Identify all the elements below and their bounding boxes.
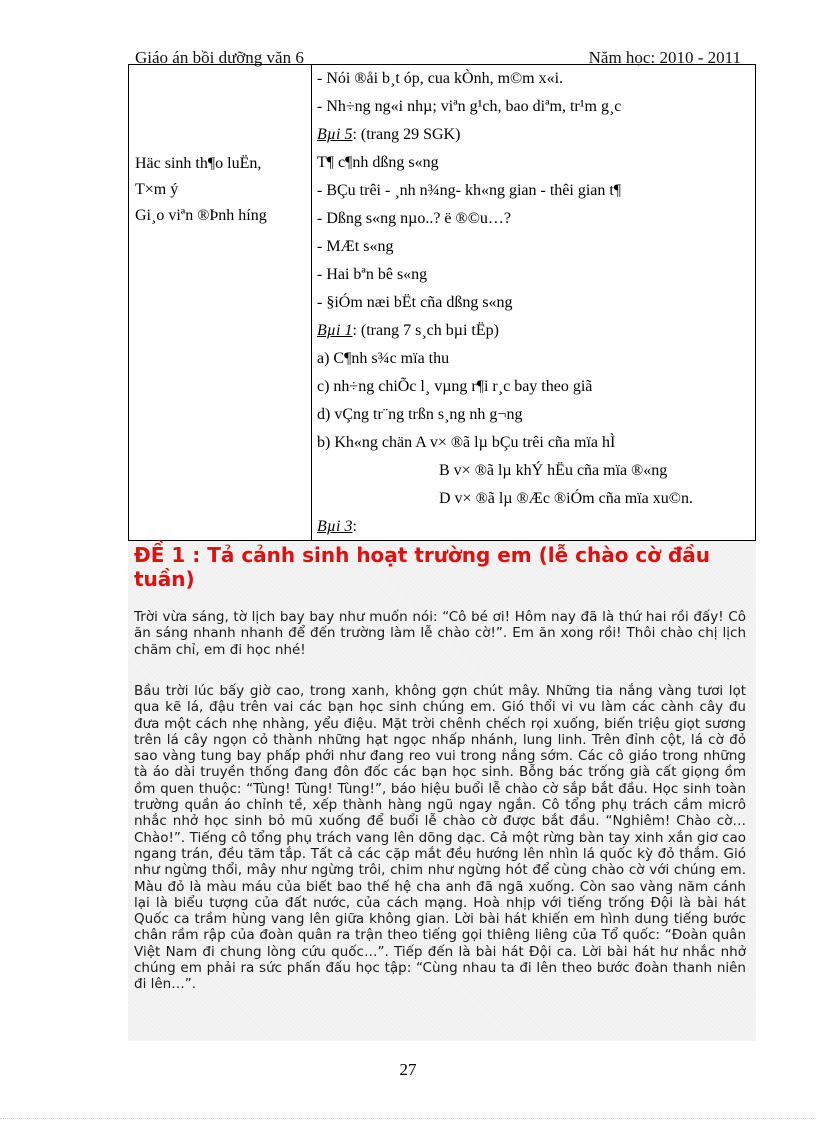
activity-line: T×m ý xyxy=(135,181,179,198)
content-line: c) nh÷ng chiÕc l¸ vµng r¶i r¸c bay theo giã xyxy=(317,378,593,395)
content-line: d) vÇng tr¨ng trßn s¸ng nh g¬ng xyxy=(317,406,523,423)
essay-paragraph: Bầu trời lúc bấy giờ cao, trong xanh, không gợn chút mây. Những tia nắng vàng tươi lọt qua kẽ lá, đậu trên vai các bạn học sinh chúng em. Gió thổi vi vu làm các cành cây đu đưa một cách nhẹ nhàng, yểu điệu. Mặt trời chênh chếch rọi xuống, biến triệu giọt sương trên lá cây ngọn cỏ thành những hạt ngọc nhấp nhánh, lung linh. Trên đỉnh cột, lá cờ đỏ sao vàng tung bay phấp phới như đang reo vui trong nắng sớm. Các cô giáo trong những tà áo dài truyền thống đang đôn đốc các bạn học sinh. Bỗng bác trống già cất giọng ồm ồm quen thuộc: “Tùng! Tùng! Tùng!”, báo hiệu buổi lễ chào cờ sắp bắt đầu. Học sinh toàn trường quần áo chỉnh tề, xếp thành hàng ngũ ngay ngắn. Cô tổng phụ trách cầm micrô nhắc nhở học sinh bỏ mũ xuống để buổi lễ chào cờ được bắt đầu. “Nghiêm! Chào cờ… Chào!”. Tiếng cô tổng phụ trách vang lên dõng dạc. Cả một rừng bàn tay xinh xắn giơ cao ngang trán, đều tăm tắp. Tất cả các cặp mắt đều hướng lên nhìn lá quốc kỳ đỏ thắm. Gió như ngừng thổi, mây như ngừng trôi, chim như ngừng hót để cùng chào cờ với chúng em. Màu đỏ là màu máu của biết bao thế hệ cha anh đã ngã xuống. Còn sao vàng năm cánh lại là biểu tượng của đất nước, của cách mạng. Hoà nhịp với tiếng trống Đội là bài hát Quốc ca trầm hùng vang lên giữa không gian. Lời bài hát khiến em hình dung tiếng bước chân rầm rập của đoàn quân ra trận theo tiếng gọi thiêng liêng của Tổ quốc: “Đoàn quân Việt Nam đi chung lòng cứu quốc…”. Tiếp đến là bài hát Đội ca. Lời bài hát hư nhắc nhở chúng em phải ra sức phấn đấu học tập: “Cùng nhau ta đi lên theo bước đoàn thanh niên đi lên…”. xyxy=(134,683,746,993)
content-line: - Hai bªn bê s«ng xyxy=(317,266,428,283)
content-line: - BÇu trêi - ¸nh n¾ng- kh«ng gian - thêi gian t¶ xyxy=(317,182,622,199)
essay-section xyxy=(128,541,756,1041)
exercise-reference: : xyxy=(352,518,357,535)
exercise-label: Bµi 1 xyxy=(317,322,353,339)
essay-paragraph: Trời vừa sáng, tờ lịch bay bay như muốn nói: “Cô bé ơi! Hôm nay đã là thứ hai rồi đấy! Cô ăn sáng nhanh nhanh để đến trường làm lễ chào cờ!”. Em ăn xong rồi! Thôi chào chị lịch chăm chỉ, em đi học nhé! xyxy=(134,609,746,658)
activity-line: Häc sinh th¶o luËn, xyxy=(135,155,262,172)
activity-column xyxy=(135,151,307,229)
content-line: - Nh÷ng ng«i nhµ; viªn g¹ch, bao diªm, tr¹m g¸c xyxy=(317,98,622,115)
exercise-heading xyxy=(317,513,753,541)
content-line: D v× ®ã lµ ®Æc ®iÓm cña mïa xu©n. xyxy=(439,490,693,507)
content-line: B v× ®ã lµ khÝ hËu cña mïa ®«ng xyxy=(439,462,668,479)
content-line: b) Kh«ng chän A v× ®ã lµ bÇu trêi cña mïa hÌ xyxy=(317,434,616,451)
exercise-heading xyxy=(317,317,753,345)
content-line: - Nói ®åi b¸t óp, cua kÒnh, m©m x«i. xyxy=(317,70,564,87)
header-right: Năm học: 2010 - 2011 xyxy=(588,48,741,67)
header-left: Giáo án bồi dưỡng văn 6 xyxy=(135,48,304,67)
exercise-label: Bµi 3 xyxy=(317,518,353,535)
lesson-table xyxy=(128,64,756,541)
activity-line: Gi¸o viªn ®Þnh híng xyxy=(135,207,267,224)
content-line: T¶ c¶nh dßng s«ng xyxy=(317,154,439,171)
content-line: a) C¶nh s¾c mïa thu xyxy=(317,350,450,367)
exercise-reference: : (trang 29 SGK) xyxy=(352,126,461,143)
exercise-reference: : (trang 7 s¸ch bµi tËp) xyxy=(352,322,499,339)
exercise-heading xyxy=(317,121,753,149)
content-line: - MÆt s«ng xyxy=(317,238,394,255)
content-line: - §iÓm næi bËt cña dßng s«ng xyxy=(317,294,513,311)
essay-title: ĐỀ 1 : Tả cảnh sinh hoạt trường em (lễ chào cờ đầu tuần) xyxy=(134,543,711,591)
exercise-label: Bµi 5 xyxy=(317,126,353,143)
content-line: - Dßng s«ng nµo..? ë ®©u…? xyxy=(317,210,511,227)
page-number: 27 xyxy=(399,1060,417,1079)
column-divider xyxy=(311,65,312,540)
footer-divider xyxy=(0,1118,816,1119)
content-column xyxy=(317,65,753,541)
